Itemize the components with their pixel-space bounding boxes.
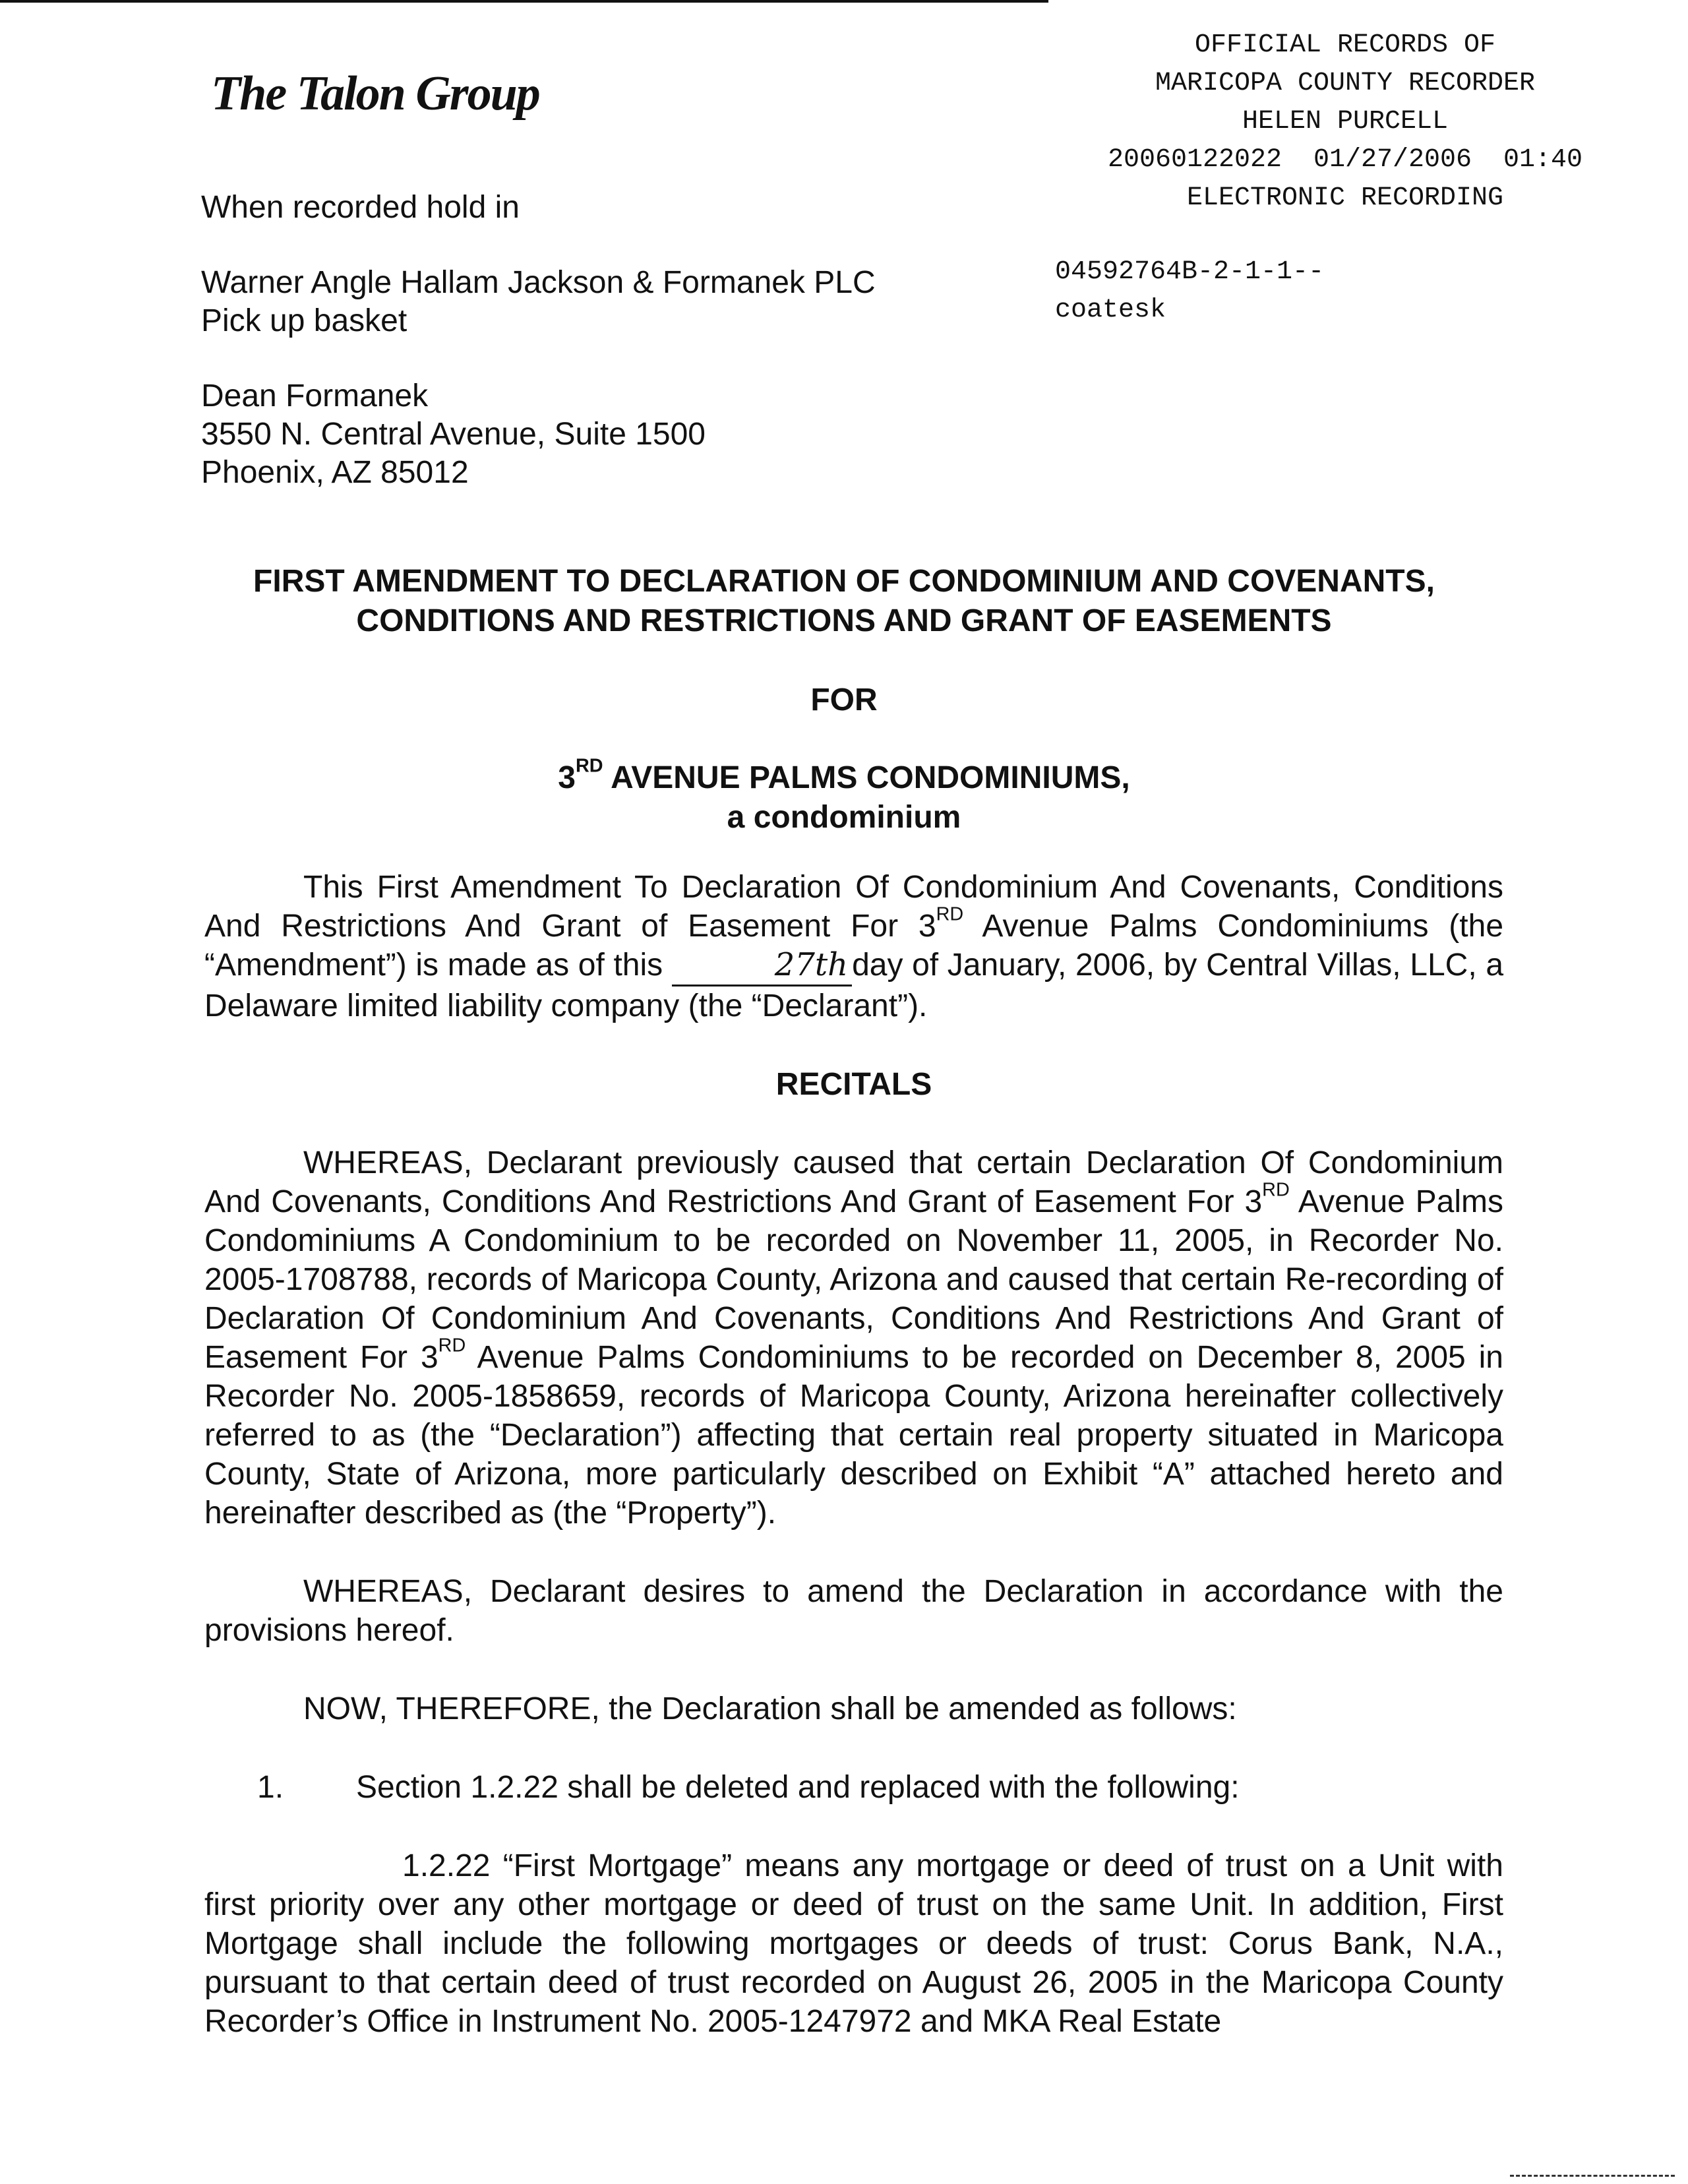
return-name: Dean Formanek — [201, 379, 429, 413]
title-project — [0, 755, 1688, 798]
title-project-rest: AVENUE PALMS CONDOMINIUMS, — [603, 760, 1130, 795]
return-firm: Warner Angle Hallam Jackson & Formanek PLC — [201, 265, 876, 300]
whereas-paragraph-1 — [204, 1143, 1503, 1532]
whereas1-sup-1: RD — [1262, 1179, 1290, 1201]
return-city: Phoenix, AZ 85012 — [201, 455, 469, 490]
intro-text-b: Avenue Palms Condominiums (the “Amendment”) is made as of this — [204, 909, 1504, 983]
whereas-paragraph-2: WHEREAS, Declarant desires to amend the Declaration in accordance with the provisions hereof. — [204, 1574, 1503, 1648]
document-title — [0, 562, 1688, 837]
title-project-number: 3 — [558, 760, 576, 795]
whereas1-text-b: Avenue Palms Condominiums A Condominium to be recorded on November 11, 2005, in Recorder No. 2005-1708788, records of Maricopa County, Arizona and caused that certain Re-recording of Declaration Of Condominium And Covenants, Conditions And Restrictions And Grant of Easement For 3 — [204, 1184, 1504, 1375]
stamp-line: HELEN PURCELL — [1242, 107, 1449, 136]
title-line-2: CONDITIONS AND RESTRICTIONS AND GRANT OF EASEMENTS — [356, 603, 1332, 638]
whereas1-text-a: WHEREAS, Declarant previously caused that certain Declaration Of Condominium And Covenants, Conditions And Restrictions And Grant of Easement For 3 — [204, 1145, 1503, 1219]
document-body — [204, 868, 1503, 2041]
now-therefore-paragraph: NOW, THEREFORE, the Declaration shall be amended as follows: — [303, 1691, 1237, 1726]
recorder-stamp — [1048, 26, 1642, 218]
return-address-block — [201, 189, 876, 492]
title-project-sub: a condominium — [727, 800, 961, 835]
stamp-code-number: 04592764B-2-1-1-- — [1055, 257, 1325, 287]
stamp-line: ELECTRONIC RECORDING — [1186, 183, 1504, 213]
talon-group-logo: The Talon Group — [211, 67, 539, 121]
intro-text-c: day of January, 2006, by Central Villas, LLC, a Delaware limited liability company (the “Declarant”). — [204, 948, 1504, 1023]
whereas1-sup-2: RD — [438, 1335, 466, 1356]
recitals-heading: RECITALS — [775, 1067, 932, 1102]
whereas1-text-c: Avenue Palms Condominiums to be recorded on December 8, 2005 in Recorder No. 2005-1858659, records of Maricopa County, Arizona hereinafter collectively referred to as (the “Declaration”) affecting that certain real property situated in Maricopa County, State of Arizona, more particularly described on Exhibit “A” attached hereto and hereinafter described as (the “Property”). — [204, 1340, 1504, 1531]
stamp-line: MARICOPA COUNTY RECORDER — [1155, 69, 1536, 98]
stamp-line: OFFICIAL RECORDS OF — [1194, 30, 1496, 60]
amendment-item-1 — [204, 1768, 1503, 1807]
intro-paragraph — [204, 868, 1503, 1025]
footer-dashed-rule — [1510, 2175, 1675, 2177]
intro-sup: RD — [936, 903, 964, 925]
subsection-1-2-22: 1.2.22 “First Mortgage” means any mortgage or deed of trust on a Unit with first priority over any other mortgage or deed of trust on the same Unit. In addition, First Mortgage shall include the following mortgages or deeds of trust: Corus Bank, N.A., pursuant to that certain deed of trust recorded on August 26, 2005 in the Maricopa County Recorder’s Office in Instrument No. 2005-1247972 and MKA Real Estate — [204, 1848, 1503, 2039]
stamp-clerk: coatesk — [1055, 295, 1166, 325]
return-label: When recorded hold in — [201, 190, 520, 225]
stamp-code — [1055, 253, 1324, 330]
return-firm-note: Pick up basket — [201, 303, 407, 338]
title-line-1: FIRST AMENDMENT TO DECLARATION OF CONDOMINIUM AND COVENANTS, — [253, 564, 1435, 599]
title-for: FOR — [810, 682, 878, 717]
return-street: 3550 N. Central Avenue, Suite 1500 — [201, 417, 706, 452]
handwritten-day: 27th — [672, 946, 852, 986]
item-number: 1. — [257, 1770, 284, 1805]
stamp-line: 20060122022 01/27/2006 01:40 — [1107, 145, 1583, 175]
title-project-sup: RD — [575, 755, 603, 777]
top-rule — [0, 0, 1048, 3]
item-text: Section 1.2.22 shall be deleted and replaced with the following: — [356, 1770, 1240, 1805]
intro-text-a: This First Amendment To Declaration Of Condominium And Covenants, Conditions And Restrictions And Grant of Easement For 3 — [204, 870, 1503, 944]
